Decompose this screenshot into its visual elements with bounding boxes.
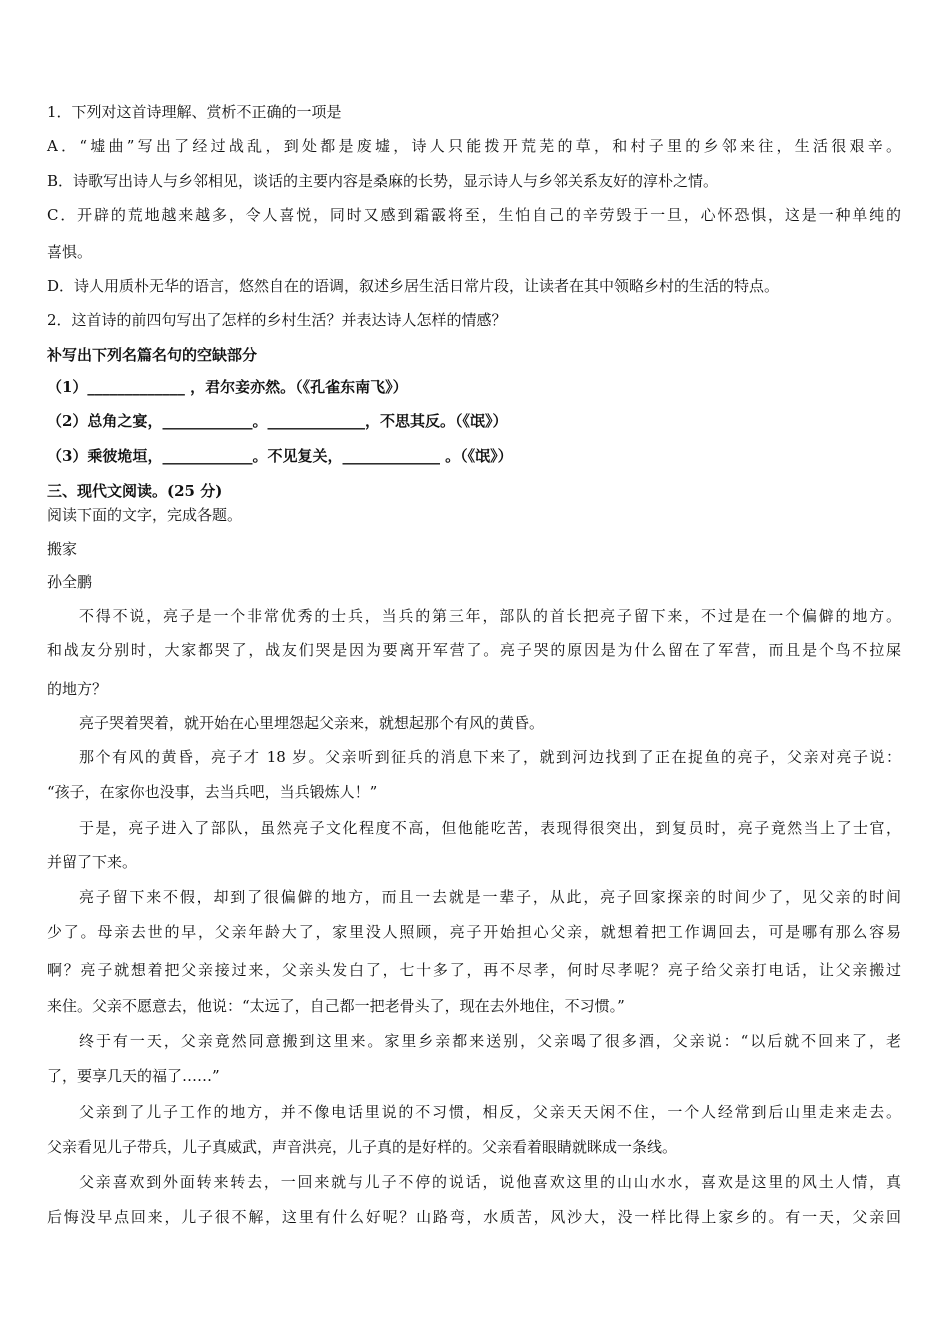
fill-item-3: （3）乘彼垝垣，____________。不见复关，_____________ 。（《氓》）: [47, 447, 513, 465]
paragraph-line: 和战友分别时，大家都哭了，战友们哭是因为要离开军营了。亮子哭的原因是为什么留在了军营，而且是个鸟不拉屎: [47, 641, 901, 659]
paragraph-line: 父亲看见儿子带兵，儿子真威武，声音洪亮，儿子真的是好样的。父亲看着眼睛就眯成一条线。: [47, 1138, 678, 1156]
paragraph-line: 并留了下来。: [47, 853, 138, 871]
q1-option-d: D．诗人用质朴无华的语言，悠然自在的语调，叙述乡居生活日常片段，让读者在其中领略乡村的生活的特点。: [47, 277, 780, 295]
paragraph-line: 父亲到了儿子工作的地方，并不像电话里说的不习惯，相反，父亲天天闲不住，一个人经常到后山里走来走去。: [79, 1103, 901, 1121]
section-title: 三、现代文阅读。(25 分): [47, 482, 223, 500]
paragraph-line: 父亲喜欢到外面转来转去，一回来就与儿子不停的说话，说他喜欢这里的山山水水，喜欢是这里的风土人情，真: [79, 1173, 901, 1191]
story-author: 孙全鹏: [47, 573, 93, 591]
paragraph-line: 那个有风的黄昏，亮子才 18 岁。父亲听到征兵的消息下来了，就到河边找到了正在捉鱼的亮子，父亲对亮子说：: [79, 748, 901, 766]
paragraph-line: 于是，亮子进入了部队，虽然亮子文化程度不高，但他能吃苦，表现得很突出，到复员时，亮子竟然当上了士官，: [79, 819, 901, 837]
q1-option-a: A．“墟曲”写出了经过战乱，到处都是废墟，诗人只能拨开荒芜的草，和村子里的乡邻来往，生活很艰辛。: [47, 137, 901, 155]
paragraph-line: 的地方？: [47, 680, 108, 698]
q1-option-c-cont: 喜惧。: [47, 243, 93, 261]
q2-stem: 2．这首诗的前四句写出了怎样的乡村生活？并表达诗人怎样的情感？: [47, 311, 507, 329]
paragraph-line: 后悔没早点回来，儿子很不解，这里有什么好呢？山路弯，水质苦，风沙大，没一样比得上家乡的。有一天，父亲回: [47, 1208, 901, 1226]
fill-title: 补写出下列名篇名句的空缺部分: [47, 346, 258, 364]
paragraph-line: 不得不说，亮子是一个非常优秀的士兵，当兵的第三年，部队的首长把亮子留下来，不过是在一个偏僻的地方。: [79, 607, 901, 625]
section-intro: 阅读下面的文字，完成各题。: [47, 506, 243, 524]
fill-item-1: （1）_____________ ，君尔妾亦然。（《孔雀东南飞》）: [47, 378, 408, 396]
paragraph-line: 啊？亮子就想着把父亲接过来，父亲头发白了，七十多了，再不尽孝，何时尽孝呢？亮子给父亲打电话，让父亲搬过: [47, 961, 901, 979]
paragraph-line: 终于有一天，父亲竟然同意搬到这里来。家里乡亲都来送别，父亲喝了很多酒，父亲说：“以后就不回来了，老: [79, 1032, 901, 1050]
paragraph-line: 来住。父亲不愿意去，他说：“太远了，自己都一把老骨头了，现在去外地住，不习惯。”: [47, 997, 625, 1015]
q1-option-c: C．开辟的荒地越来越多，令人喜悦，同时又感到霜霰将至，生怕自己的辛劳毁于一旦，心怀恐惧，这是一种单纯的: [47, 206, 901, 224]
paragraph-line: 亮子哭着哭着，就开始在心里埋怨起父亲来，就想起那个有风的黄昏。: [79, 714, 545, 732]
q1-option-b: B．诗歌写出诗人与乡邻相见，谈话的主要内容是桑麻的长势，显示诗人与乡邻关系友好的淳朴之情。: [47, 172, 719, 190]
q1-stem: 1．下列对这首诗理解、赏析不正确的一项是: [47, 103, 342, 121]
paragraph-line: 了，要享几天的福了……”: [47, 1067, 220, 1085]
paragraph-line: “孩子，在家你也没事，去当兵吧，当兵锻炼人！”: [47, 783, 378, 801]
fill-item-2: （2）总角之宴，____________。_____________，不思其反。（《氓》）: [47, 412, 508, 430]
story-title: 搬家: [47, 540, 78, 558]
paragraph-line: 亮子留下来不假，却到了很偏僻的地方，而且一去就是一辈子，从此，亮子回家探亲的时间少了，见父亲的时间: [79, 888, 901, 906]
paragraph-line: 少了。母亲去世的早，父亲年龄大了，家里没人照顾，亮子开始担心父亲，就想着把工作调回去，可是哪有那么容易: [47, 923, 901, 941]
